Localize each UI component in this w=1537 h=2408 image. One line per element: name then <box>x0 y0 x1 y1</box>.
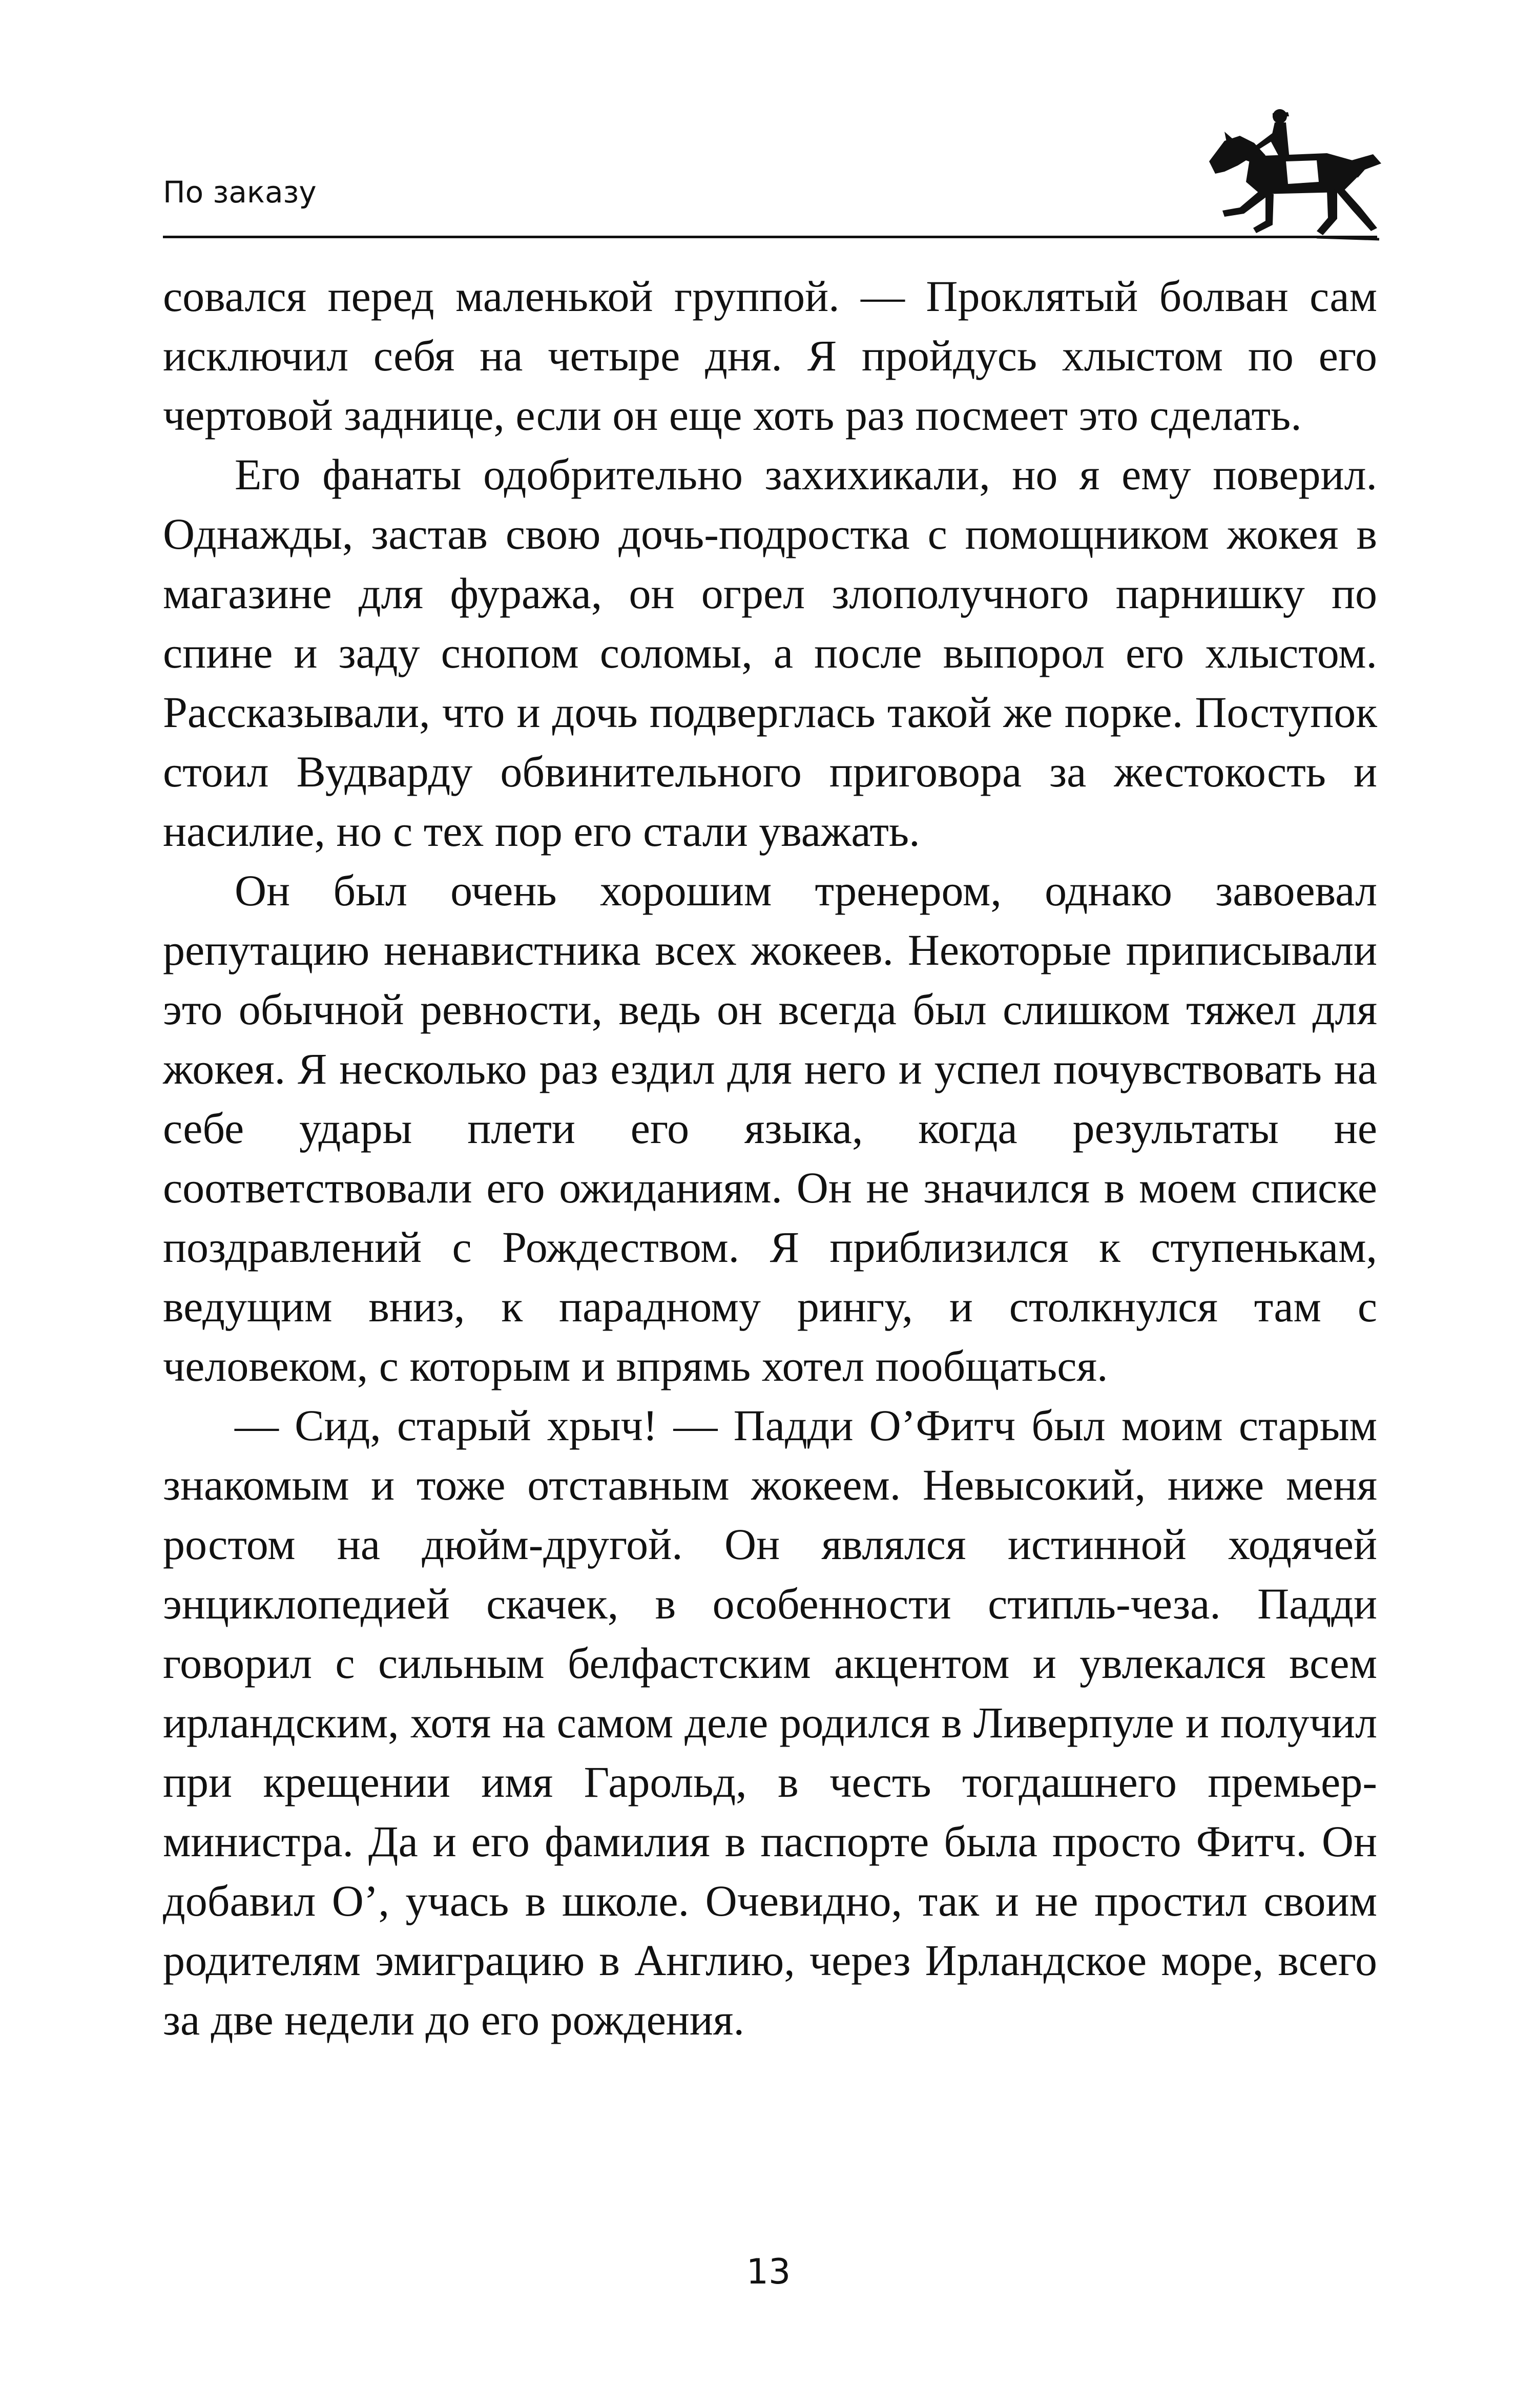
horse-rider-icon <box>1189 105 1383 243</box>
page-number: 13 <box>746 2252 791 2292</box>
main-text <box>163 266 1377 2049</box>
paragraph: Он был очень хорошим тренером, однако завоевал репутацию ненавистника всех жокеев. Некоторые приписывали это обычной ревности, ведь он всегда был слишком тяжел для жокея. Я несколько раз ездил для него и успел почувствовать на себе удары плети его языка, когда результаты не соответствовали его ожиданиям. Он не значился в моем списке поздравлений с Рождеством. Я приблизился к ступенькам, ведущим вниз, к парадному рингу, и столкнулся там с человеком, с которым и впрямь хотел пообщаться. <box>163 866 1377 1390</box>
header-divider <box>163 236 1377 238</box>
paragraph: совался перед маленькой группой. — Проклятый болван сам исключил себя на четыре дня. Я пройдусь хлыстом по его чертовой заднице, если он еще хоть раз посмеет это сделать. <box>163 272 1377 440</box>
paragraph: Его фанаты одобрительно захихикали, но я ему поверил. Однажды, застав свою дочь-подростка с помощником жокея в магазине для фуража, он огрел злополучного парнишку по спине и заду снопом соломы, а после выпорол его хлыстом. Рассказывали, что и дочь подверглась такой же порке. Поступок стоил Вудварду обвинительного приговора за жестокость и насилие, но с тех пор его стали уважать. <box>163 450 1377 856</box>
running-header: По заказу <box>163 175 317 210</box>
paragraph: — Сид, старый хрыч! — Падди О’Фитч был моим старым знакомым и тоже отставным жокеем. Невысокий, ниже меня ростом на дюйм-другой. Он являлся истинной ходячей энциклопедией скачек, в особенности стипль-чеза. Падди говорил с сильным белфастским акцентом и увлекался всем ирландским, хотя на самом деле родился в Ливерпуле и получил при крещении имя Гарольд, в честь тогдашнего премьер-министра. Да и его фамилия в паспорте была просто Фитч. Он добавил О’, учась в школе. Очевидно, так и не простил своим родителям эмиграцию в Англию, через Ирландское море, всего за две недели до его рождения. <box>163 1401 1377 2044</box>
